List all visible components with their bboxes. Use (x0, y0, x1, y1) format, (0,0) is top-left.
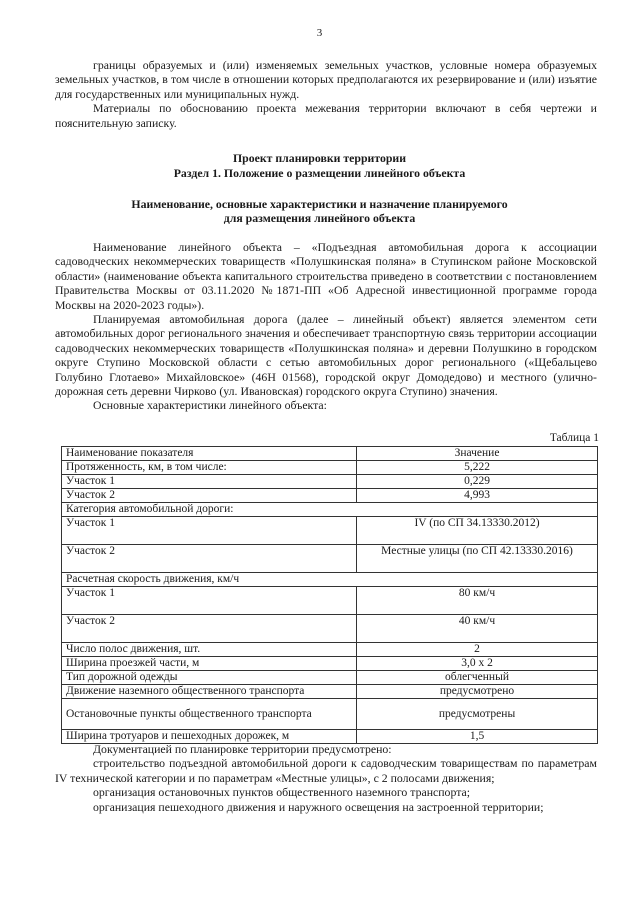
table-cell: 0,229 (357, 475, 598, 489)
table-cell: 1,5 (357, 730, 598, 744)
paragraph: строительство подъездной автомобильной дороги к садоводческим товариществам по параметрам IV технической категории и по параметрам «Местные улицы», с 2 полосами движения; (55, 756, 597, 785)
table-cell: предусмотрены (357, 699, 598, 730)
table-cell: Ширина тротуаров и пешеходных дорожек, м (62, 730, 357, 744)
table-cell: Участок 2 (62, 489, 357, 503)
table-cell: Участок 2 (62, 545, 357, 573)
table-cell: Число полос движения, шт. (62, 643, 357, 657)
table-cell: 5,222 (357, 461, 598, 475)
table-row (62, 587, 598, 615)
table-row (62, 643, 598, 657)
closing-text (55, 742, 597, 814)
table-cell: Категория автомобильной дороги: (62, 503, 598, 517)
table-cell: Местные улицы (по СП 42.13330.2016) (357, 545, 598, 573)
table-row (62, 517, 598, 545)
characteristics-table (61, 446, 598, 744)
table-cell: IV (по СП 34.13330.2012) (357, 517, 598, 545)
table-cell: 40 км/ч (357, 615, 598, 643)
paragraph: Планируемая автомобильная дорога (далее – линейный объект) является элементом сети автомобильных дорог регионального значения и обеспечивает транспортную связь территории ассоциации садоводческих некоммерческих товариществ «Полушкинская поляна» и деревни Полушкино в городском округе Ступино Московской области с сетью автомобильных дорог регионального («Щебальцево Голубино Глотаево» Михайловское» (46Н 01568), городской округ Домодедово) и местного (улично-дорожная сеть деревни Чирково (ул. Ивановская) городского округа Ступино) значения. (55, 312, 597, 399)
header-cell: Значение (357, 447, 598, 461)
table-cell: Участок 2 (62, 615, 357, 643)
table-row (62, 685, 598, 699)
table-cell: Ширина проезжей части, м (62, 657, 357, 671)
paragraph: организация пешеходного движения и наружного освещения на застроенной территории; (93, 799, 544, 814)
paragraph: Документацией по планировке территории предусмотрено: (93, 742, 392, 756)
paragraph: границы образуемых и (или) изменяемых земельных участков, условные номера образуемых земельных участков, в том числе в отношении которых предполагаются их резервирование и (или) изъятие для государственных или муниципальных нужд. (55, 58, 597, 101)
table-row (62, 503, 598, 517)
table-cell: Остановочные пункты общественного транспорта (62, 699, 357, 730)
header-cell: Наименование показателя (62, 447, 357, 461)
table-cell: облегченный (357, 671, 598, 685)
table-header-row (62, 447, 598, 461)
table-cell: 3,0 х 2 (357, 657, 598, 671)
table-cell: предусмотрено (357, 685, 598, 699)
table-row (62, 615, 598, 643)
table-cell: 80 км/ч (357, 587, 598, 615)
table-cell: 4,993 (357, 489, 598, 503)
table-cell: Участок 1 (62, 517, 357, 545)
table-cell: Участок 1 (62, 475, 357, 489)
page-number: 3 (316, 27, 323, 39)
table-row (62, 671, 598, 685)
table-row (62, 461, 598, 475)
heading-section-title: Раздел 1. Положение о размещении линейного объекта (173, 166, 466, 180)
table-cell: Движение наземного общественного транспорта (62, 685, 357, 699)
main-text (55, 240, 597, 413)
heading-characteristics-cont: для размещения линейного объекта (223, 211, 416, 225)
table-row (62, 475, 598, 489)
heading-characteristics: Наименование, основные характеристики и назначение планируемого (131, 197, 508, 211)
table-cell: Расчетная скорость движения, км/ч (62, 573, 598, 587)
heading-project-title: Проект планировки территории (232, 151, 407, 165)
table-row (62, 699, 598, 730)
table-cell: Участок 1 (62, 587, 357, 615)
paragraph: Основные характеристики линейного объекта: (93, 398, 327, 413)
table-row (62, 489, 598, 503)
table-cell: Протяженность, км, в том числе: (62, 461, 357, 475)
table-row (62, 657, 598, 671)
table-caption: Таблица 1 (549, 432, 599, 444)
table-row (62, 545, 598, 573)
table-cell: 2 (357, 643, 598, 657)
table-row (62, 573, 598, 587)
paragraph: Материалы по обоснованию проекта межевания территории включают в себя чертежи и пояснительную записку. (55, 101, 597, 130)
table-cell: Тип дорожной одежды (62, 671, 357, 685)
intro-text (55, 58, 597, 130)
paragraph: Наименование линейного объекта – «Подъездная автомобильная дорога к ассоциации садоводческих некоммерческих товариществ «Полушкинская поляна» в Ступинском районе Московской области» (наименование объекта капитального строительства приведено в соответствии с постановлением Правительства Москвы от 03.11.2020 №1871-ПП «Об Адресной инвестиционной программе города Москвы на 2020-2023 годы»). (55, 240, 597, 312)
paragraph: организация остановочных пунктов общественного наземного транспорта; (93, 785, 471, 800)
